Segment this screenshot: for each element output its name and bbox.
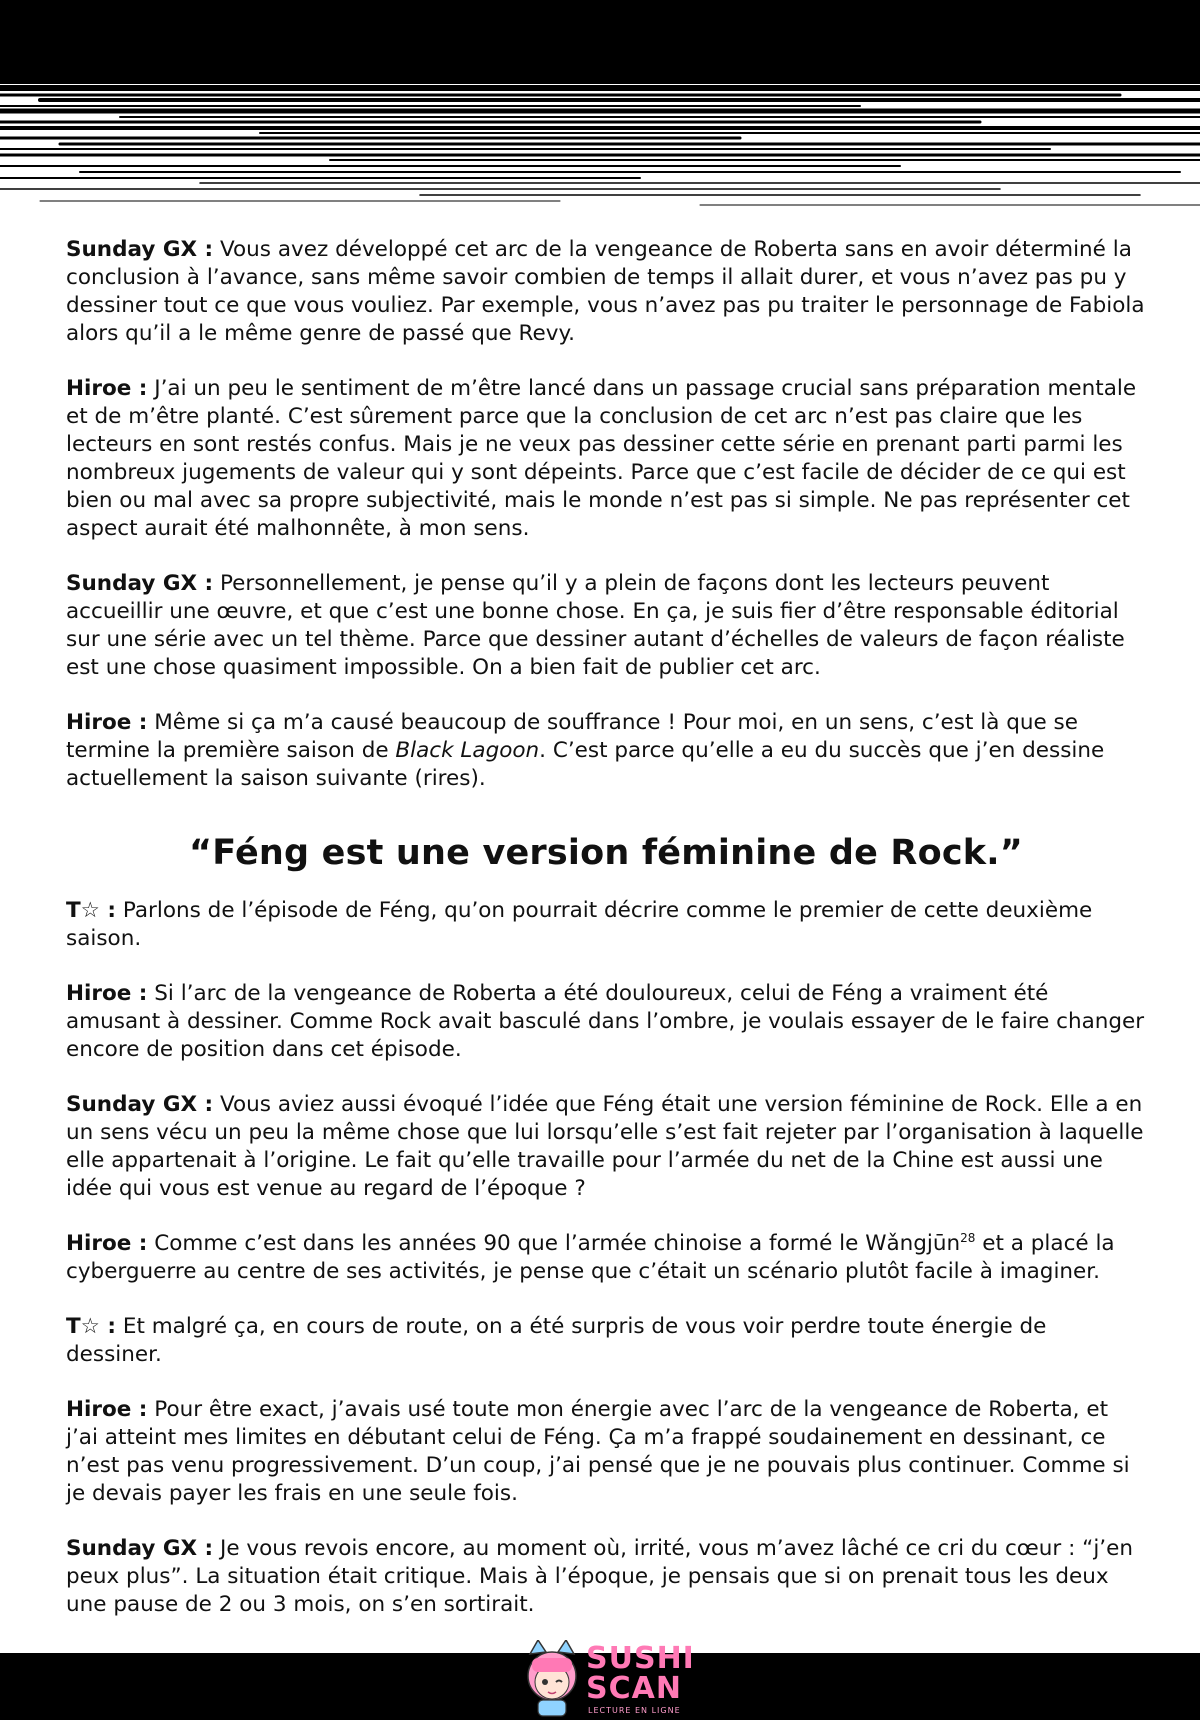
paragraph [66, 236, 1146, 348]
mascot-icon [520, 1640, 584, 1718]
paragraph-text: Vous aviez aussi évoqué l’idée que Féng était une version féminine de Rock. Elle a en un sens vécu un peu la même chose que lui lorsqu’elle s’est fait rejeter par l’organisation à laquelle elle appartenait à l’origine. Le fait qu’elle travaille pour l’armée du net de la Chine est aussi une idée qui vous est venue au regard de l’époque ? [66, 1092, 1144, 1201]
sushi-scan-watermark [520, 1640, 710, 1720]
logo-title [586, 1641, 695, 1706]
speaker-label: Hiroe : [66, 1231, 148, 1256]
speaker-label: T☆ : [66, 1314, 117, 1339]
paragraph-text: Si l’arc de la vengeance de Roberta a été douloureux, celui de Féng a vraiment été amusant à dessiner. Comme Rock avait basculé dans l’ombre, je voulais essayer de le faire changer encore de position dans cet épisode. [66, 981, 1145, 1062]
paragraph [66, 570, 1146, 682]
paragraph-text: Comme c’est dans les années 90 que l’armée chinoise a formé le Wǎngjūn [147, 1231, 961, 1256]
paragraph [66, 980, 1146, 1064]
paragraph-text: Je vous revois encore, au moment où, irrité, vous m’avez lâché ce cri du cœur : “j’en peux plus”. La situation était critique. Mais à l’époque, je pensais que si on prenait tous les deux une pause de 2 ou 3 mois, on s’en sortirait. [66, 1536, 1133, 1617]
footnote-marker: 28 [960, 1230, 976, 1245]
paragraph [66, 1313, 1146, 1369]
paragraph-text: Parlons de l’épisode de Féng, qu’on pourrait décrire comme le premier de cette deuxième saison. [66, 898, 1093, 951]
speaker-label: Sunday GX : [66, 1536, 214, 1561]
paragraph-text: J’ai un peu le sentiment de m’être lancé dans un passage crucial sans préparation mentale et de m’être planté. C’est sûrement parce que la conclusion de cet arc n’est pas claire que les lecteurs en sont restés confus. Mais je ne veux pas dessiner cette série en prenant parti parmi les nombreux jugements de valeur qui y sont dépeints. Parce que c’est facile de décider de ce qui est bien ou mal avec sa propre subjectivité, mais le monde n’est pas si simple. Ne pas représenter cet aspect aurait été malhonnête, à mon sens. [66, 376, 1137, 541]
interview-text [66, 236, 1146, 1646]
speed-lines-decoration [0, 84, 1200, 210]
paragraph-text: Vous avez développé cet arc de la vengeance de Roberta sans en avoir déterminé la conclusion à l’avance, sans même savoir combien de temps il allait durer, et vous n’avez pas pu y dessiner tout ce que vous vouliez. Par exemple, vous n’avez pas pu traiter le personnage de Fabiola alors qu’il a le même genre de passé que Revy. [66, 237, 1145, 346]
paragraph [66, 1230, 1146, 1286]
section-heading: “Féng est une version féminine de Rock.” [189, 833, 1023, 873]
speaker-label: Sunday GX : [66, 1092, 214, 1117]
speaker-label: Sunday GX : [66, 571, 214, 596]
work-title: Black Lagoon [395, 738, 540, 763]
logo-word: SUSHI [586, 1641, 695, 1676]
paragraph-text: Personnellement, je pense qu’il y a plein de façons dont les lecteurs peuvent accueillir une œuvre, et que c’est une bonne chose. En ça, je suis fier d’être responsable éditorial sur une série avec un tel thème. Parce que dessiner autant d’échelles de valeurs de façon réaliste est une chose quasiment impossible. On a bien fait de publier cet arc. [66, 571, 1125, 680]
paragraph-text: Même si ça m’a causé beaucoup de souffrance ! Pour moi, en un sens, c’est là que se termine la première saison de [66, 710, 1078, 763]
paragraph-text: Pour être exact, j’avais usé toute mon énergie avec l’arc de la vengeance de Roberta, et j’ai atteint mes limites en débutant celui de Féng. Ça m’a frappé soudainement en dessinant, ce n’est pas venu progressivement. D’un coup, j’ai pensé que je ne pouvais plus continuer. Comme si je devais payer les frais en une seule fois. [66, 1397, 1130, 1506]
speaker-label: Sunday GX : [66, 237, 214, 262]
logo-tagline: LECTURE EN LIGNE [588, 1706, 681, 1715]
speaker-label: T☆ : [66, 898, 117, 923]
logo-word: SCAN [586, 1671, 682, 1706]
paragraph [66, 1396, 1146, 1508]
paragraph [66, 1091, 1146, 1203]
speaker-label: Hiroe : [66, 376, 148, 401]
paragraph [66, 709, 1146, 793]
speaker-label: Hiroe : [66, 981, 148, 1006]
paragraph [66, 375, 1146, 543]
paragraph-text: Et malgré ça, en cours de route, on a été surpris de vous voir perdre toute énergie de dessiner. [66, 1314, 1047, 1367]
speaker-label: Hiroe : [66, 1397, 148, 1422]
speaker-label: Hiroe : [66, 710, 148, 735]
paragraph [66, 897, 1146, 953]
top-black-band [0, 0, 1200, 84]
paragraph [66, 1535, 1146, 1619]
paragraph-text: . C’est parce qu’elle a eu du succès que j’en dessine actuellement la saison suivante (rires). [66, 738, 1105, 791]
paragraph-text: et a placé la cyberguerre au centre de ses activités, je pense que c’était un scénario plutôt facile à imaginer. [66, 1231, 1115, 1284]
